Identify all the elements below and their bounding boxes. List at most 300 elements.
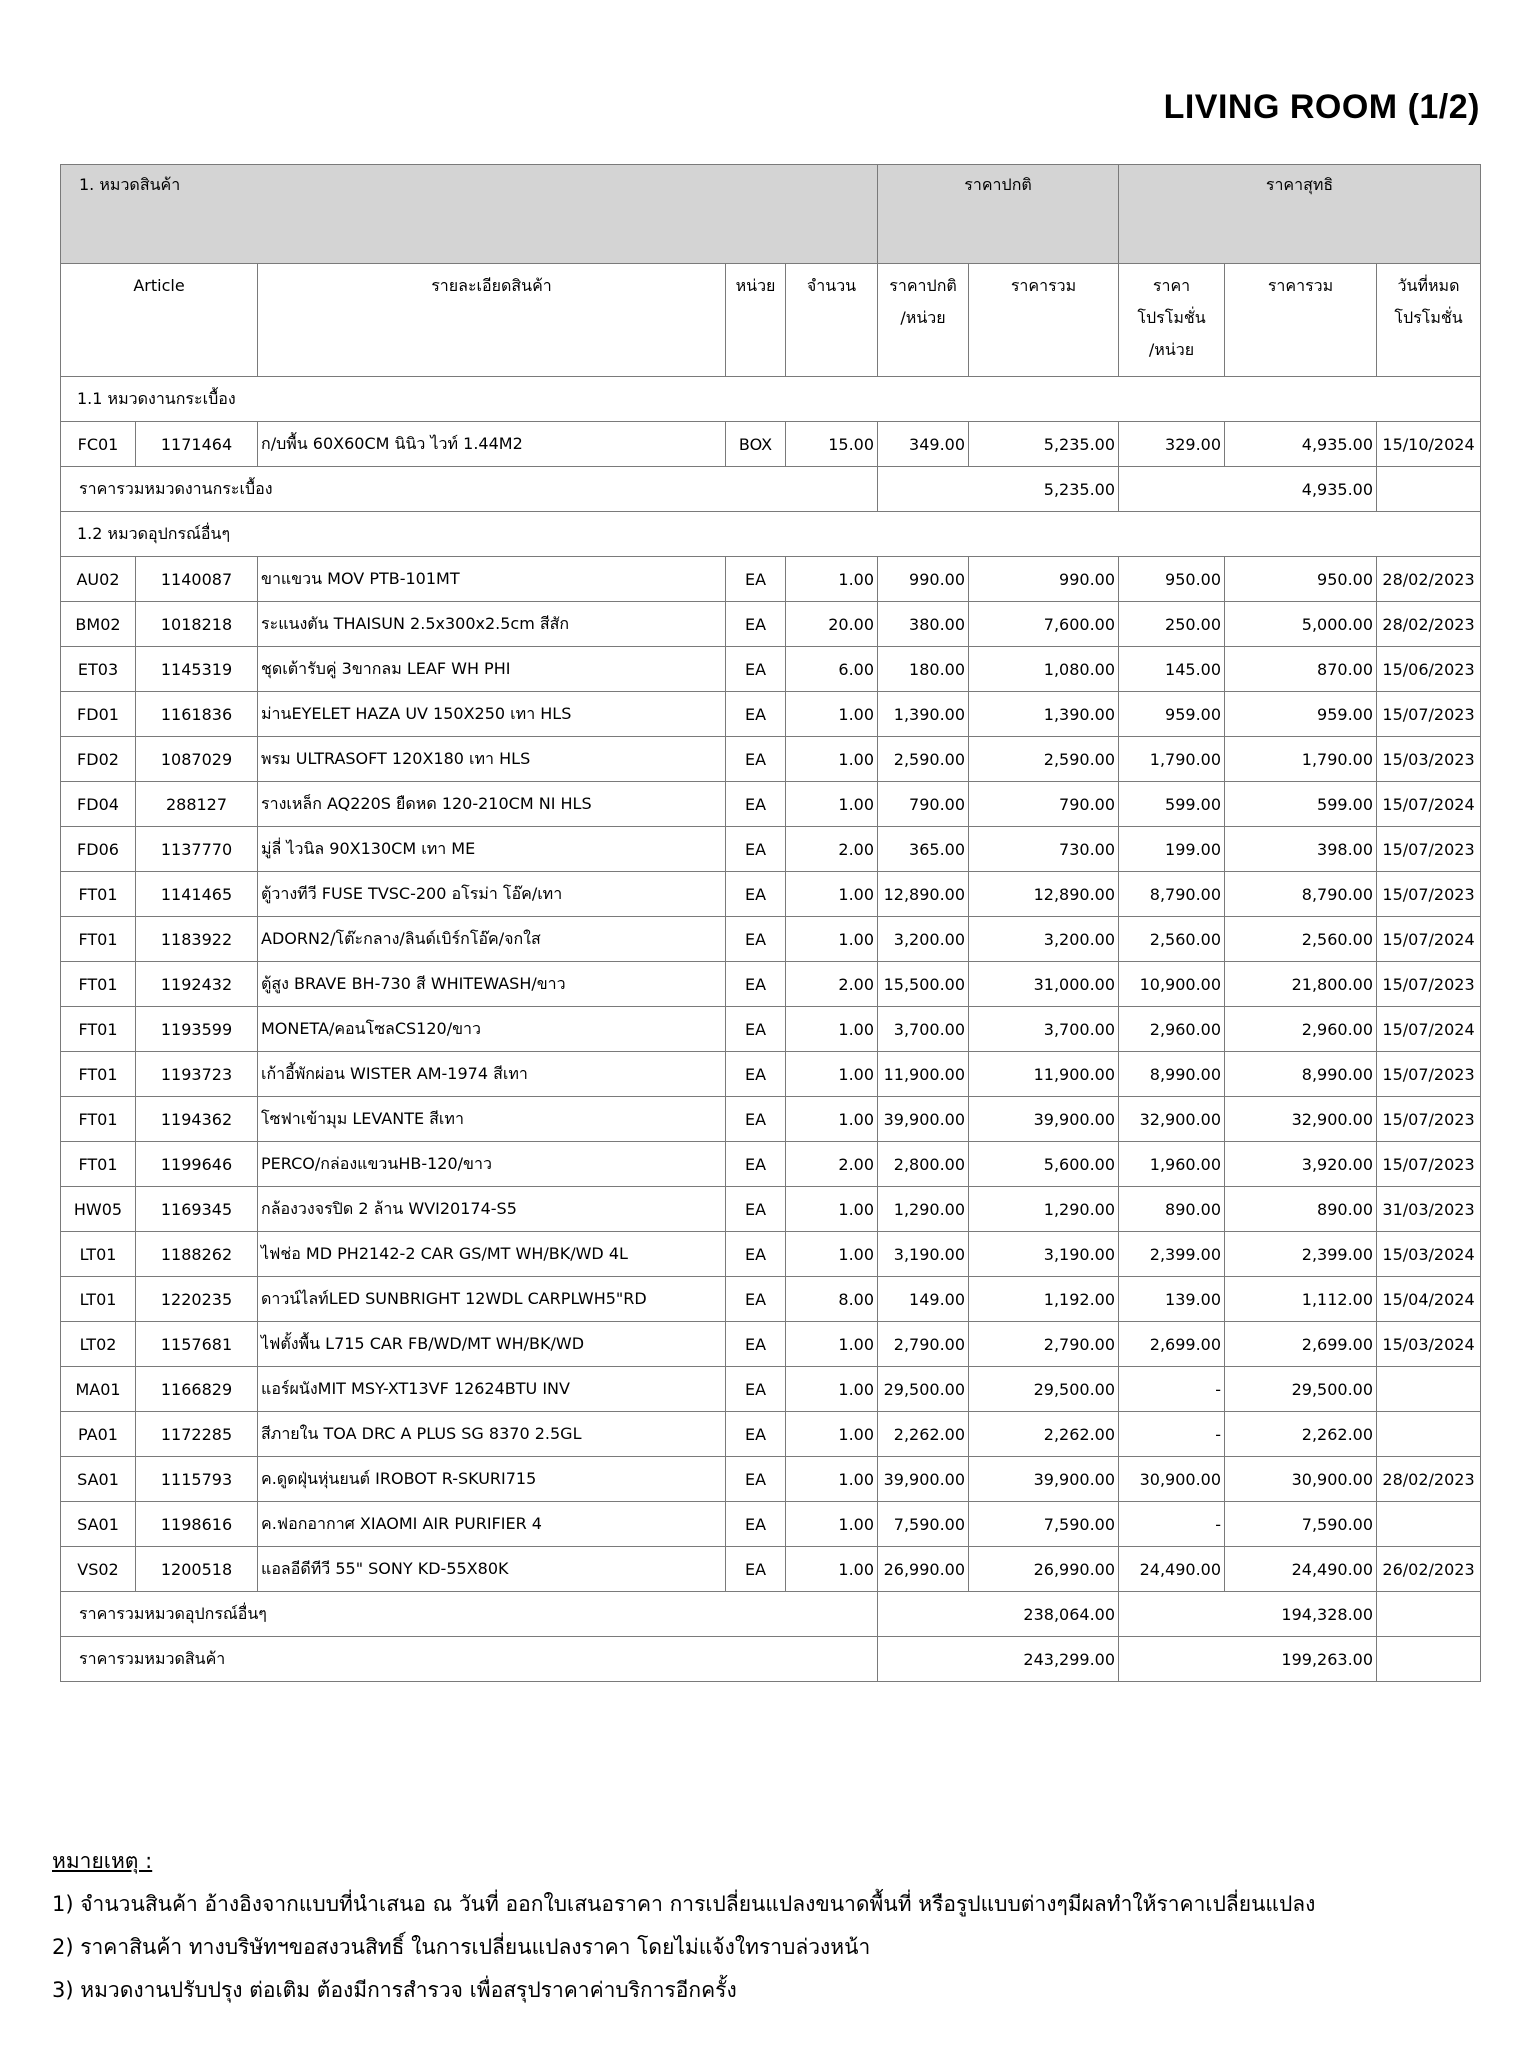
cell-qty: 8.00: [786, 1277, 878, 1322]
col-qty: จำนวน: [786, 264, 878, 377]
cell-net-total: 2,262.00: [1225, 1412, 1377, 1457]
cell-unit-price: 1,390.00: [878, 692, 969, 737]
cell-article: 1140087: [136, 557, 258, 602]
cell-total: 790.00: [969, 782, 1119, 827]
table-row: [61, 917, 1481, 962]
cell-code: LT01: [61, 1232, 136, 1277]
cell-total: 5,600.00: [969, 1142, 1119, 1187]
table-row: [61, 1412, 1481, 1457]
cell-total: 12,890.00: [969, 872, 1119, 917]
cell-article: 1157681: [136, 1322, 258, 1367]
cell-total: 1,390.00: [969, 692, 1119, 737]
cell-description: ตู้วางทีวี FUSE TVSC-200 อโรม่า โอ๊ค/เทา: [258, 872, 726, 917]
cell-total: 2,790.00: [969, 1322, 1119, 1367]
cell-code: LT02: [61, 1322, 136, 1367]
cell-unit: BOX: [726, 422, 786, 467]
cell-total: 3,700.00: [969, 1007, 1119, 1052]
cell-qty: 2.00: [786, 827, 878, 872]
cell-promo-end: 15/03/2023: [1377, 737, 1481, 782]
cell-article: 1137770: [136, 827, 258, 872]
cell-unit: EA: [726, 1367, 786, 1412]
note-item: 3) หมวดงานปรับปรุง ต่อเติม ต้องมีการสำรวจ เพื่อสรุปราคาค่าบริการอีกครั้ง: [52, 1978, 737, 2002]
cell-total: 11,900.00: [969, 1052, 1119, 1097]
cell-article: 1161836: [136, 692, 258, 737]
cell-code: SA01: [61, 1502, 136, 1547]
cell-article: 1200518: [136, 1547, 258, 1592]
cell-net-total: 398.00: [1225, 827, 1377, 872]
cell-description: ไฟตั้งพื้น L715 CAR FB/WD/MT WH/BK/WD: [258, 1322, 726, 1367]
cell-code: SA01: [61, 1457, 136, 1502]
table-row: [61, 1367, 1481, 1412]
cell-article: 1171464: [136, 422, 258, 467]
cell-promo-price: -: [1119, 1367, 1225, 1412]
cell-qty: 1.00: [786, 1502, 878, 1547]
cell-description: ADORN2/โต๊ะกลาง/ลินด์เบิร์กโอ๊ค/จกใส: [258, 917, 726, 962]
cell-description: พรม ULTRASOFT 120X180 เทา HLS: [258, 737, 726, 782]
cell-promo-end: 28/02/2023: [1377, 602, 1481, 647]
cell-promo-price: 30,900.00: [1119, 1457, 1225, 1502]
table-row: [61, 827, 1481, 872]
cell-unit: EA: [726, 1322, 786, 1367]
cell-description: ขาแขวน MOV PTB-101MT: [258, 557, 726, 602]
subtotal-label: ราคารวมหมวดสินค้า: [61, 1637, 878, 1682]
normal-price-header: ราคาปกติ: [878, 165, 1119, 264]
col-net-total: ราคารวม: [1225, 264, 1377, 377]
cell-unit: EA: [726, 827, 786, 872]
cell-net-total: 870.00: [1225, 647, 1377, 692]
cell-unit-price: 2,790.00: [878, 1322, 969, 1367]
cell-net-total: 29,500.00: [1225, 1367, 1377, 1412]
net-price-header: ราคาสุทธิ: [1119, 165, 1481, 264]
cell-qty: 1.00: [786, 782, 878, 827]
cell-promo-end: 15/06/2023: [1377, 647, 1481, 692]
cell-unit: EA: [726, 1457, 786, 1502]
cell-description: ม่านEYELET HAZA UV 150X250 เทา HLS: [258, 692, 726, 737]
table-row: [61, 692, 1481, 737]
subtotal-net-total: 199,263.00: [1119, 1637, 1377, 1682]
col-promo-price-line: โปรโมชั่น: [1137, 308, 1206, 327]
col-promo-end-line: โปรโมชั่น: [1394, 308, 1463, 327]
cell-code: FT01: [61, 1007, 136, 1052]
cell-unit-price: 2,590.00: [878, 737, 969, 782]
cell-net-total: 1,112.00: [1225, 1277, 1377, 1322]
cell-description: เก้าอี้พักผ่อน WISTER AM-1974 สีเทา: [258, 1052, 726, 1097]
cell-qty: 6.00: [786, 647, 878, 692]
subtotal-empty: [1377, 467, 1481, 512]
table-row: [61, 1142, 1481, 1187]
cell-unit-price: 3,200.00: [878, 917, 969, 962]
cell-unit-price: 1,290.00: [878, 1187, 969, 1232]
cell-promo-price: 199.00: [1119, 827, 1225, 872]
cell-promo-end: 15/10/2024: [1377, 422, 1481, 467]
cell-unit: EA: [726, 1412, 786, 1457]
cell-unit: EA: [726, 602, 786, 647]
cell-promo-price: -: [1119, 1502, 1225, 1547]
cell-total: 7,590.00: [969, 1502, 1119, 1547]
col-promo-price-line: /หน่วย: [1148, 340, 1195, 359]
cell-total: 2,590.00: [969, 737, 1119, 782]
section-title-row: [61, 512, 1481, 557]
cell-qty: 1.00: [786, 737, 878, 782]
cell-promo-end: 28/02/2023: [1377, 1457, 1481, 1502]
col-unit-price: [878, 264, 969, 377]
cell-unit-price: 149.00: [878, 1277, 969, 1322]
cell-unit: EA: [726, 917, 786, 962]
cell-promo-end: [1377, 1412, 1481, 1457]
cell-code: FD04: [61, 782, 136, 827]
cell-unit: EA: [726, 1187, 786, 1232]
cell-article: 1220235: [136, 1277, 258, 1322]
cell-description: MONETA/คอนโซลCS120/ขาว: [258, 1007, 726, 1052]
cell-promo-end: 15/03/2024: [1377, 1232, 1481, 1277]
cell-qty: 1.00: [786, 917, 878, 962]
cell-net-total: 32,900.00: [1225, 1097, 1377, 1142]
cell-promo-price: 145.00: [1119, 647, 1225, 692]
cell-promo-price: 32,900.00: [1119, 1097, 1225, 1142]
group-header-row: [61, 165, 1481, 264]
cell-promo-price: 24,490.00: [1119, 1547, 1225, 1592]
column-header-row: [61, 264, 1481, 377]
cell-total: 2,262.00: [969, 1412, 1119, 1457]
cell-promo-price: 2,699.00: [1119, 1322, 1225, 1367]
table-row: [61, 1007, 1481, 1052]
cell-qty: 1.00: [786, 1547, 878, 1592]
cell-net-total: 4,935.00: [1225, 422, 1377, 467]
subtotal-empty: [1377, 1592, 1481, 1637]
table-row: [61, 647, 1481, 692]
cell-total: 3,190.00: [969, 1232, 1119, 1277]
col-unit-price-line: ราคาปกติ: [889, 276, 957, 295]
cell-promo-price: 959.00: [1119, 692, 1225, 737]
col-unit-price-line: /หน่วย: [900, 308, 946, 327]
cell-net-total: 8,990.00: [1225, 1052, 1377, 1097]
cell-net-total: 7,590.00: [1225, 1502, 1377, 1547]
cell-description: ก/บพื้น 60X60CM นินิว ไวท์ 1.44M2: [258, 422, 726, 467]
cell-net-total: 2,960.00: [1225, 1007, 1377, 1052]
cell-unit-price: 2,800.00: [878, 1142, 969, 1187]
cell-net-total: 3,920.00: [1225, 1142, 1377, 1187]
subtotal-net-total: 194,328.00: [1119, 1592, 1377, 1637]
cell-unit-price: 39,900.00: [878, 1097, 969, 1142]
cell-promo-price: 8,990.00: [1119, 1052, 1225, 1097]
cell-net-total: 959.00: [1225, 692, 1377, 737]
cell-qty: 1.00: [786, 1457, 878, 1502]
cell-unit-price: 180.00: [878, 647, 969, 692]
subtotal-total: 238,064.00: [878, 1592, 1119, 1637]
cell-unit: EA: [726, 1232, 786, 1277]
cell-net-total: 30,900.00: [1225, 1457, 1377, 1502]
cell-promo-end: 28/02/2023: [1377, 557, 1481, 602]
cell-net-total: 2,560.00: [1225, 917, 1377, 962]
note-item: 2) ราคาสินค้า ทางบริษัทฯขอสงวนสิทธิ์ ในการเปลี่ยนแปลงราคา โดยไม่แจ้งใทราบล่วงหน้า: [52, 1935, 871, 1959]
col-promo-end-line: วันที่หมด: [1397, 276, 1460, 295]
cell-unit-price: 349.00: [878, 422, 969, 467]
cell-qty: 20.00: [786, 602, 878, 647]
cell-qty: 1.00: [786, 1052, 878, 1097]
cell-unit: EA: [726, 1052, 786, 1097]
cell-total: 730.00: [969, 827, 1119, 872]
cell-code: MA01: [61, 1367, 136, 1412]
cell-unit-price: 365.00: [878, 827, 969, 872]
table-row: [61, 782, 1481, 827]
cell-qty: 1.00: [786, 557, 878, 602]
cell-unit-price: 7,590.00: [878, 1502, 969, 1547]
cell-unit: EA: [726, 1007, 786, 1052]
category-header: 1. หมวดสินค้า: [61, 165, 878, 264]
cell-unit-price: 790.00: [878, 782, 969, 827]
cell-article: 1193723: [136, 1052, 258, 1097]
cell-article: 1192432: [136, 962, 258, 1007]
cell-article: 288127: [136, 782, 258, 827]
cell-promo-price: 890.00: [1119, 1187, 1225, 1232]
cell-code: VS02: [61, 1547, 136, 1592]
cell-unit-price: 990.00: [878, 557, 969, 602]
cell-qty: 1.00: [786, 872, 878, 917]
cell-unit-price: 3,700.00: [878, 1007, 969, 1052]
cell-promo-price: 599.00: [1119, 782, 1225, 827]
cell-promo-price: 139.00: [1119, 1277, 1225, 1322]
cell-qty: 1.00: [786, 1367, 878, 1412]
cell-article: 1169345: [136, 1187, 258, 1232]
cell-net-total: 5,000.00: [1225, 602, 1377, 647]
cell-net-total: 950.00: [1225, 557, 1377, 602]
col-promo-price: [1119, 264, 1225, 377]
cell-unit-price: 29,500.00: [878, 1367, 969, 1412]
cell-total: 39,900.00: [969, 1457, 1119, 1502]
cell-qty: 1.00: [786, 1412, 878, 1457]
cell-description: PERCO/กล่องแขวนHB-120/ขาว: [258, 1142, 726, 1187]
cell-code: PA01: [61, 1412, 136, 1457]
cell-promo-end: 15/07/2024: [1377, 917, 1481, 962]
cell-unit: EA: [726, 872, 786, 917]
cell-description: มู่ลี่ ไวนิล 90X130CM เทา ME: [258, 827, 726, 872]
cell-description: สีภายใน TOA DRC A PLUS SG 8370 2.5GL: [258, 1412, 726, 1457]
subtotal-row: [61, 1592, 1481, 1637]
cell-description: ระแนงตัน THAISUN 2.5x300x2.5cm สีสัก: [258, 602, 726, 647]
cell-qty: 1.00: [786, 1232, 878, 1277]
cell-promo-end: 15/07/2023: [1377, 962, 1481, 1007]
cell-net-total: 8,790.00: [1225, 872, 1377, 917]
cell-article: 1141465: [136, 872, 258, 917]
cell-article: 1166829: [136, 1367, 258, 1412]
table-row: [61, 1187, 1481, 1232]
cell-total: 7,600.00: [969, 602, 1119, 647]
cell-unit-price: 26,990.00: [878, 1547, 969, 1592]
cell-article: 1018218: [136, 602, 258, 647]
cell-qty: 1.00: [786, 1187, 878, 1232]
cell-promo-end: 15/07/2023: [1377, 827, 1481, 872]
cell-promo-end: 15/07/2023: [1377, 1097, 1481, 1142]
cell-description: ชุดเต้ารับคู่ 3ขากลม LEAF WH PHI: [258, 647, 726, 692]
cell-unit: EA: [726, 1097, 786, 1142]
table-row: [61, 1322, 1481, 1367]
cell-unit: EA: [726, 1502, 786, 1547]
cell-unit: EA: [726, 1547, 786, 1592]
section-title: 1.2 หมวดอุปกรณ์อื่นๆ: [61, 512, 1481, 557]
cell-promo-end: 15/07/2023: [1377, 692, 1481, 737]
cell-description: แอร์ผนังMIT MSY-XT13VF 12624BTU INV: [258, 1367, 726, 1412]
cell-total: 1,290.00: [969, 1187, 1119, 1232]
cell-description: ดาวน์ไลท์LED SUNBRIGHT 12WDL CARPLWH5"RD: [258, 1277, 726, 1322]
table-row: [61, 602, 1481, 647]
cell-promo-price: 2,560.00: [1119, 917, 1225, 962]
cell-article: 1183922: [136, 917, 258, 962]
cell-promo-end: 15/07/2024: [1377, 782, 1481, 827]
col-unit: หน่วย: [726, 264, 786, 377]
cell-unit: EA: [726, 1142, 786, 1187]
cell-qty: 1.00: [786, 692, 878, 737]
cell-total: 3,200.00: [969, 917, 1119, 962]
subtotal-total: 243,299.00: [878, 1637, 1119, 1682]
cell-code: FT01: [61, 1097, 136, 1142]
cell-promo-end: 15/07/2023: [1377, 1142, 1481, 1187]
col-total: ราคารวม: [969, 264, 1119, 377]
cell-net-total: 2,699.00: [1225, 1322, 1377, 1367]
table-row: [61, 872, 1481, 917]
cell-description: แอลอีดีทีวี 55" SONY KD-55X80K: [258, 1547, 726, 1592]
cell-qty: 2.00: [786, 962, 878, 1007]
cell-article: 1115793: [136, 1457, 258, 1502]
subtotal-label: ราคารวมหมวดงานกระเบื้อง: [61, 467, 878, 512]
cell-article: 1145319: [136, 647, 258, 692]
subtotal-total: 5,235.00: [878, 467, 1119, 512]
col-article: Article: [61, 264, 258, 377]
cell-qty: 1.00: [786, 1007, 878, 1052]
cell-promo-price: 1,960.00: [1119, 1142, 1225, 1187]
cell-qty: 1.00: [786, 1097, 878, 1142]
table-row: [61, 962, 1481, 1007]
table-row: [61, 1097, 1481, 1142]
cell-promo-price: 250.00: [1119, 602, 1225, 647]
cell-promo-end: [1377, 1502, 1481, 1547]
cell-code: FD02: [61, 737, 136, 782]
table-row: [61, 1277, 1481, 1322]
cell-unit-price: 3,190.00: [878, 1232, 969, 1277]
cell-unit-price: 39,900.00: [878, 1457, 969, 1502]
cell-promo-price: 8,790.00: [1119, 872, 1225, 917]
table-row: [61, 1457, 1481, 1502]
cell-article: 1194362: [136, 1097, 258, 1142]
cell-promo-price: 950.00: [1119, 557, 1225, 602]
cell-description: โซฟาเข้ามุม LEVANTE สีเทา: [258, 1097, 726, 1142]
subtotal-net-total: 4,935.00: [1119, 467, 1377, 512]
table-row: [61, 422, 1481, 467]
section-title: 1.1 หมวดงานกระเบื้อง: [61, 377, 1481, 422]
subtotal-empty: [1377, 1637, 1481, 1682]
cell-total: 39,900.00: [969, 1097, 1119, 1142]
cell-unit: EA: [726, 782, 786, 827]
cell-unit: EA: [726, 647, 786, 692]
table-row: [61, 1052, 1481, 1097]
cell-code: FD06: [61, 827, 136, 872]
subtotal-row: [61, 1637, 1481, 1682]
cell-code: LT01: [61, 1277, 136, 1322]
cell-promo-end: 15/07/2023: [1377, 872, 1481, 917]
cell-promo-end: 15/03/2024: [1377, 1322, 1481, 1367]
cell-description: กล้องวงจรปิด 2 ล้าน WVI20174-S5: [258, 1187, 726, 1232]
cell-description: ตู้สูง BRAVE BH-730 สี WHITEWASH/ขาว: [258, 962, 726, 1007]
cell-net-total: 599.00: [1225, 782, 1377, 827]
notes-heading: หมายเหตุ :: [52, 1849, 153, 1873]
cell-unit-price: 12,890.00: [878, 872, 969, 917]
cell-article: 1188262: [136, 1232, 258, 1277]
cell-promo-price: 2,399.00: [1119, 1232, 1225, 1277]
cell-promo-end: 15/04/2024: [1377, 1277, 1481, 1322]
cell-promo-end: 26/02/2023: [1377, 1547, 1481, 1592]
cell-net-total: 1,790.00: [1225, 737, 1377, 782]
cell-code: FT01: [61, 872, 136, 917]
table-row: [61, 1502, 1481, 1547]
cell-unit: EA: [726, 962, 786, 1007]
cell-unit: EA: [726, 557, 786, 602]
table-row: [61, 557, 1481, 602]
cell-unit-price: 15,500.00: [878, 962, 969, 1007]
section-title-row: [61, 377, 1481, 422]
cell-code: FT01: [61, 1052, 136, 1097]
cell-code: HW05: [61, 1187, 136, 1232]
cell-net-total: 21,800.00: [1225, 962, 1377, 1007]
table-row: [61, 1547, 1481, 1592]
cell-net-total: 890.00: [1225, 1187, 1377, 1232]
cell-unit: EA: [726, 692, 786, 737]
cell-promo-end: [1377, 1367, 1481, 1412]
table-row: [61, 737, 1481, 782]
cell-total: 29,500.00: [969, 1367, 1119, 1412]
notes: [52, 1840, 1315, 2012]
cell-unit-price: 11,900.00: [878, 1052, 969, 1097]
cell-total: 1,080.00: [969, 647, 1119, 692]
cell-promo-end: 15/07/2023: [1377, 1052, 1481, 1097]
cell-unit-price: 2,262.00: [878, 1412, 969, 1457]
cell-net-total: 24,490.00: [1225, 1547, 1377, 1592]
cell-code: AU02: [61, 557, 136, 602]
price-table: [60, 164, 1481, 1682]
cell-total: 31,000.00: [969, 962, 1119, 1007]
cell-code: FT01: [61, 1142, 136, 1187]
cell-description: ค.ดูดฝุ่นหุ่นยนต์ IROBOT R-SKURI715: [258, 1457, 726, 1502]
subtotal-label: ราคารวมหมวดอุปกรณ์อื่นๆ: [61, 1592, 878, 1637]
cell-total: 26,990.00: [969, 1547, 1119, 1592]
cell-article: 1199646: [136, 1142, 258, 1187]
cell-unit-price: 380.00: [878, 602, 969, 647]
cell-promo-end: 31/03/2023: [1377, 1187, 1481, 1232]
cell-article: 1198616: [136, 1502, 258, 1547]
note-item: 1) จำนวนสินค้า อ้างอิงจากแบบที่นำเสนอ ณ วันที่ ออกใบเสนอราคา การเปลี่ยนแปลงขนาดพื้นที่ หรือรูปแบบต่างๆมีผลทำให้ราคาเปลี่ยนแปลง: [52, 1892, 1316, 1916]
cell-description: ค.ฟอกอากาศ XIAOMI AIR PURIFIER 4: [258, 1502, 726, 1547]
cell-description: รางเหล็ก AQ220S ยืดหด 120-210CM NI HLS: [258, 782, 726, 827]
cell-code: FT01: [61, 917, 136, 962]
cell-code: FD01: [61, 692, 136, 737]
cell-unit: EA: [726, 1277, 786, 1322]
cell-code: FT01: [61, 962, 136, 1007]
cell-promo-price: 1,790.00: [1119, 737, 1225, 782]
cell-code: BM02: [61, 602, 136, 647]
col-promo-price-line: ราคา: [1152, 276, 1191, 295]
col-description: รายละเอียดสินค้า: [258, 264, 726, 377]
cell-code: FC01: [61, 422, 136, 467]
cell-qty: 2.00: [786, 1142, 878, 1187]
cell-total: 1,192.00: [969, 1277, 1119, 1322]
subtotal-row: [61, 467, 1481, 512]
cell-article: 1193599: [136, 1007, 258, 1052]
cell-qty: 15.00: [786, 422, 878, 467]
cell-unit: EA: [726, 737, 786, 782]
table-row: [61, 1232, 1481, 1277]
cell-promo-price: -: [1119, 1412, 1225, 1457]
cell-article: 1087029: [136, 737, 258, 782]
cell-net-total: 2,399.00: [1225, 1232, 1377, 1277]
cell-description: ไฟช่อ MD PH2142-2 CAR GS/MT WH/BK/WD 4L: [258, 1232, 726, 1277]
